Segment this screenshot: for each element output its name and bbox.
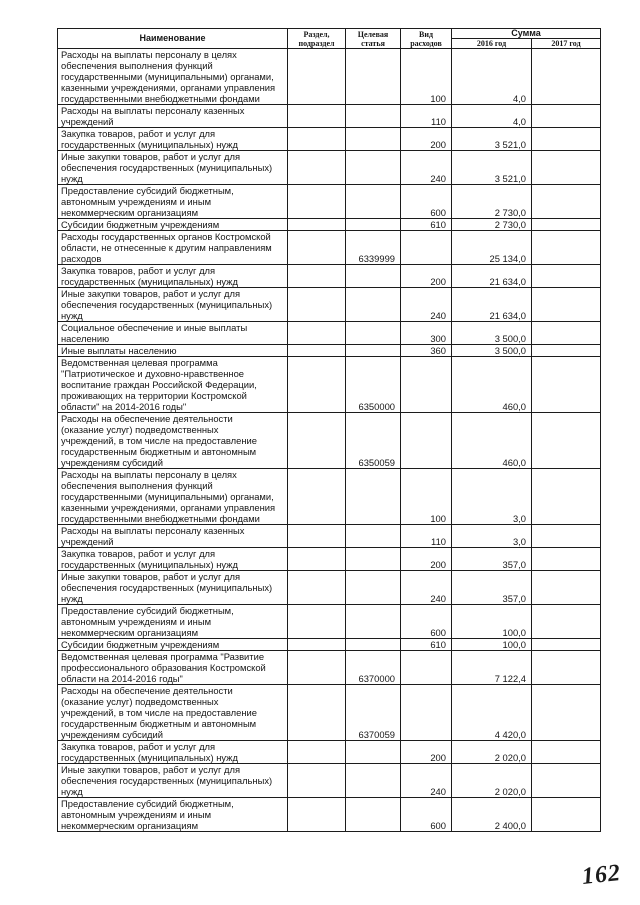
row-section — [288, 469, 346, 525]
row-sum-2016: 2 400,0 — [452, 798, 532, 832]
row-name: Закупка товаров, работ и услуг для государственных (муниципальных) нужд — [58, 128, 288, 151]
row-expense-type: 200 — [401, 548, 452, 571]
row-section — [288, 231, 346, 265]
row-expense-type: 610 — [401, 639, 452, 651]
row-sum-2017 — [532, 413, 601, 469]
table-row — [58, 571, 601, 605]
row-target-article — [346, 265, 401, 288]
row-expense-type — [401, 685, 452, 741]
row-expense-type: 360 — [401, 345, 452, 357]
table-header — [58, 29, 601, 49]
row-expense-type: 610 — [401, 219, 452, 231]
row-sum-2016: 2 730,0 — [452, 219, 532, 231]
row-expense-type: 600 — [401, 798, 452, 832]
table-row — [58, 357, 601, 413]
row-expense-type: 200 — [401, 128, 452, 151]
row-sum-2016: 3,0 — [452, 525, 532, 548]
row-target-article — [346, 128, 401, 151]
row-target-article — [346, 548, 401, 571]
row-target-article — [346, 219, 401, 231]
row-sum-2017 — [532, 105, 601, 128]
row-expense-type — [401, 651, 452, 685]
row-name: Иные закупки товаров, работ и услуг для обеспечения государственных (муниципальных) нужд — [58, 571, 288, 605]
row-sum-2016: 3 500,0 — [452, 345, 532, 357]
row-sum-2016: 357,0 — [452, 571, 532, 605]
row-expense-type: 100 — [401, 469, 452, 525]
table-row — [58, 105, 601, 128]
row-name: Иные выплаты населению — [58, 345, 288, 357]
row-name: Субсидии бюджетным учреждениям — [58, 219, 288, 231]
row-target-article — [346, 525, 401, 548]
row-section — [288, 639, 346, 651]
row-sum-2016: 3,0 — [452, 469, 532, 525]
row-sum-2017 — [532, 798, 601, 832]
row-sum-2016: 100,0 — [452, 639, 532, 651]
row-name: Расходы на выплаты персоналу в целях обеспечения выполнения функций государственными (муниципальными) органами, казенными учреждениями, органами управления государственными внебюджетными фондами — [58, 469, 288, 525]
row-section — [288, 525, 346, 548]
row-target-article — [346, 798, 401, 832]
row-sum-2017 — [532, 185, 601, 219]
table-row — [58, 605, 601, 639]
row-section — [288, 605, 346, 639]
table-row — [58, 741, 601, 764]
header-expense-type: Вид расходов — [401, 29, 452, 49]
row-target-article — [346, 345, 401, 357]
row-expense-type — [401, 231, 452, 265]
table-row — [58, 525, 601, 548]
row-name: Социальное обеспечение и иные выплаты населению — [58, 322, 288, 345]
row-section — [288, 413, 346, 469]
table-row — [58, 49, 601, 105]
row-section — [288, 548, 346, 571]
row-sum-2016: 4 420,0 — [452, 685, 532, 741]
row-name: Предоставление субсидий бюджетным, автономным учреждениям и иным некоммерческим организациям — [58, 798, 288, 832]
row-sum-2016: 4,0 — [452, 49, 532, 105]
row-expense-type: 110 — [401, 525, 452, 548]
row-target-article — [346, 288, 401, 322]
row-sum-2017 — [532, 219, 601, 231]
header-year-2017: 2017 год — [532, 39, 601, 49]
row-sum-2016: 100,0 — [452, 605, 532, 639]
row-target-article — [346, 105, 401, 128]
row-expense-type: 240 — [401, 764, 452, 798]
row-expense-type — [401, 413, 452, 469]
table-row — [58, 798, 601, 832]
row-sum-2016: 3 521,0 — [452, 128, 532, 151]
row-name: Расходы на выплаты персоналу казенных учреждений — [58, 525, 288, 548]
row-name: Расходы на выплаты персоналу в целях обеспечения выполнения функций государственными (муниципальными) органами, казенными учреждениями, органами управления государственными внебюджетными фондами — [58, 49, 288, 105]
row-sum-2017 — [532, 469, 601, 525]
row-expense-type: 200 — [401, 265, 452, 288]
row-expense-type: 300 — [401, 322, 452, 345]
row-sum-2016: 25 134,0 — [452, 231, 532, 265]
row-sum-2017 — [532, 571, 601, 605]
row-target-article — [346, 764, 401, 798]
row-section — [288, 741, 346, 764]
row-expense-type: 240 — [401, 151, 452, 185]
table-row — [58, 219, 601, 231]
row-sum-2017 — [532, 345, 601, 357]
row-name: Предоставление субсидий бюджетным, автономным учреждениям и иным некоммерческим организациям — [58, 605, 288, 639]
row-name: Закупка товаров, работ и услуг для государственных (муниципальных) нужд — [58, 741, 288, 764]
header-sum: Сумма — [452, 29, 601, 39]
row-sum-2016: 21 634,0 — [452, 288, 532, 322]
table-row — [58, 639, 601, 651]
table-row — [58, 345, 601, 357]
table-row — [58, 469, 601, 525]
row-section — [288, 764, 346, 798]
row-section — [288, 651, 346, 685]
table-body — [58, 49, 601, 832]
row-name: Расходы на выплаты персоналу казенных учреждений — [58, 105, 288, 128]
row-section — [288, 49, 346, 105]
row-expense-type: 600 — [401, 605, 452, 639]
table-row — [58, 685, 601, 741]
row-name: Расходы на обеспечение деятельности (оказание услуг) подведомственных учреждений, в том числе на предоставление государственным бюджетным и автономным учреждениям субсидий — [58, 685, 288, 741]
row-sum-2017 — [532, 231, 601, 265]
table-row — [58, 265, 601, 288]
header-name: Наименование — [58, 29, 288, 49]
row-name: Субсидии бюджетным учреждениям — [58, 639, 288, 651]
row-section — [288, 219, 346, 231]
table-row — [58, 322, 601, 345]
row-target-article — [346, 322, 401, 345]
header-section: Раздел, подраздел — [288, 29, 346, 49]
row-sum-2017 — [532, 49, 601, 105]
row-sum-2017 — [532, 288, 601, 322]
row-name: Расходы государственных органов Костромской области, не отнесенные к другим направлениям расходов — [58, 231, 288, 265]
row-name: Иные закупки товаров, работ и услуг для обеспечения государственных (муниципальных) нужд — [58, 764, 288, 798]
row-section — [288, 357, 346, 413]
row-section — [288, 185, 346, 219]
header-year-2016: 2016 год — [452, 39, 532, 49]
row-sum-2017 — [532, 151, 601, 185]
row-sum-2017 — [532, 322, 601, 345]
row-target-article — [346, 185, 401, 219]
row-sum-2016: 357,0 — [452, 548, 532, 571]
row-sum-2017 — [532, 605, 601, 639]
table-row — [58, 231, 601, 265]
row-sum-2017 — [532, 741, 601, 764]
row-sum-2016: 460,0 — [452, 413, 532, 469]
row-sum-2017 — [532, 128, 601, 151]
row-sum-2016: 2 730,0 — [452, 185, 532, 219]
row-section — [288, 685, 346, 741]
row-expense-type: 100 — [401, 49, 452, 105]
row-section — [288, 322, 346, 345]
row-name: Закупка товаров, работ и услуг для государственных (муниципальных) нужд — [58, 548, 288, 571]
row-sum-2017 — [532, 357, 601, 413]
row-target-article: 6370000 — [346, 651, 401, 685]
row-target-article: 6350000 — [346, 357, 401, 413]
row-expense-type: 200 — [401, 741, 452, 764]
table-row — [58, 128, 601, 151]
row-name: Расходы на обеспечение деятельности (оказание услуг) подведомственных учреждений, в том числе на предоставление государственным бюджетным и автономным учреждениям субсидий — [58, 413, 288, 469]
row-sum-2017 — [532, 525, 601, 548]
row-sum-2017 — [532, 639, 601, 651]
row-section — [288, 288, 346, 322]
row-sum-2016: 460,0 — [452, 357, 532, 413]
row-expense-type: 240 — [401, 288, 452, 322]
table-row — [58, 185, 601, 219]
row-section — [288, 265, 346, 288]
row-name: Закупка товаров, работ и услуг для государственных (муниципальных) нужд — [58, 265, 288, 288]
row-name: Предоставление субсидий бюджетным, автономным учреждениям и иным некоммерческим организациям — [58, 185, 288, 219]
row-sum-2016: 4,0 — [452, 105, 532, 128]
row-section — [288, 571, 346, 605]
table-row — [58, 548, 601, 571]
row-section — [288, 345, 346, 357]
row-target-article: 6350059 — [346, 413, 401, 469]
row-sum-2017 — [532, 265, 601, 288]
row-section — [288, 798, 346, 832]
row-expense-type: 600 — [401, 185, 452, 219]
row-target-article — [346, 469, 401, 525]
row-target-article — [346, 151, 401, 185]
row-sum-2017 — [532, 651, 601, 685]
table-row — [58, 151, 601, 185]
row-name: Иные закупки товаров, работ и услуг для обеспечения государственных (муниципальных) нужд — [58, 288, 288, 322]
row-sum-2016: 7 122,4 — [452, 651, 532, 685]
row-name: Иные закупки товаров, работ и услуг для обеспечения государственных (муниципальных) нужд — [58, 151, 288, 185]
row-sum-2017 — [532, 548, 601, 571]
table-row — [58, 764, 601, 798]
row-name: Ведомственная целевая программа "Развитие профессионального образования Костромской области на 2014-2016 годы" — [58, 651, 288, 685]
row-sum-2016: 2 020,0 — [452, 764, 532, 798]
row-target-article — [346, 639, 401, 651]
row-sum-2017 — [532, 764, 601, 798]
row-section — [288, 151, 346, 185]
row-sum-2016: 21 634,0 — [452, 265, 532, 288]
row-expense-type: 240 — [401, 571, 452, 605]
row-name: Ведомственная целевая программа "Патриотическое и духовно-нравственное воспитание граждан Российской Федерации, проживающих на территории Костромской области" на 2014-2016 годы" — [58, 357, 288, 413]
header-row — [58, 29, 601, 39]
row-sum-2016: 3 500,0 — [452, 322, 532, 345]
row-target-article: 6339999 — [346, 231, 401, 265]
row-target-article — [346, 741, 401, 764]
row-expense-type — [401, 357, 452, 413]
row-target-article: 6370059 — [346, 685, 401, 741]
table-row — [58, 413, 601, 469]
header-target-article: Целевая статья — [346, 29, 401, 49]
row-sum-2017 — [532, 685, 601, 741]
table-row — [58, 651, 601, 685]
row-sum-2016: 3 521,0 — [452, 151, 532, 185]
row-sum-2016: 2 020,0 — [452, 741, 532, 764]
row-expense-type: 110 — [401, 105, 452, 128]
budget-table — [57, 28, 601, 832]
row-section — [288, 128, 346, 151]
row-target-article — [346, 571, 401, 605]
page-number: 162 — [580, 860, 623, 890]
table-row — [58, 288, 601, 322]
row-target-article — [346, 605, 401, 639]
row-target-article — [346, 49, 401, 105]
row-section — [288, 105, 346, 128]
